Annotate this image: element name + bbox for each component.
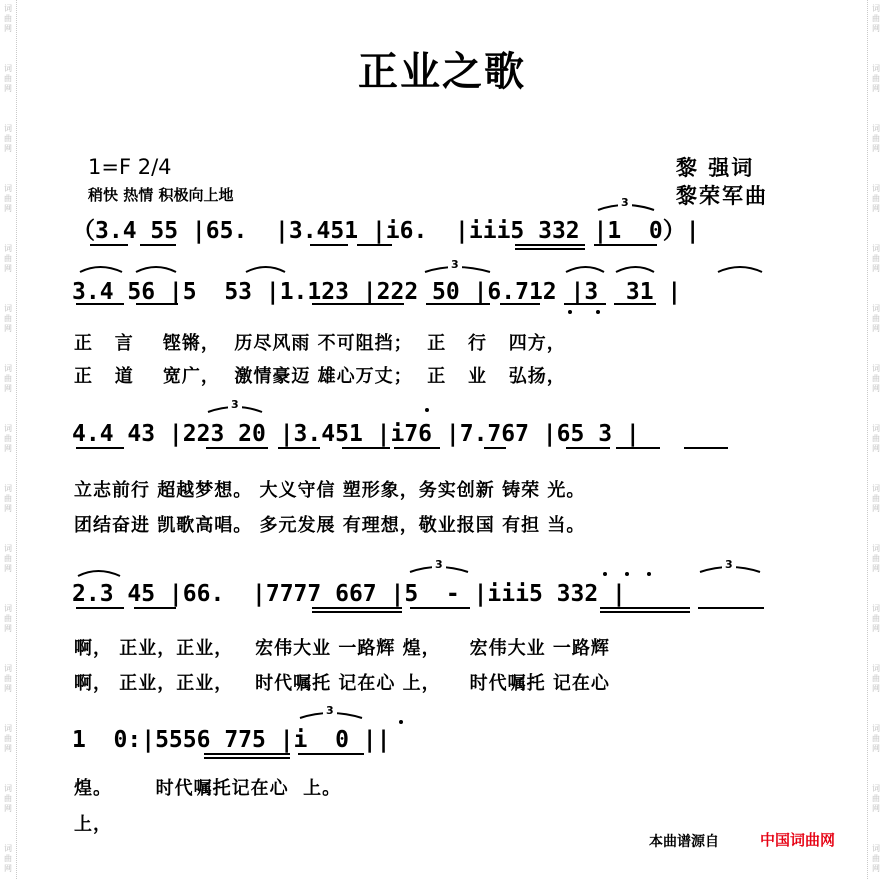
- source-brand-link[interactable]: 中国词曲网: [760, 831, 836, 849]
- watermark-text: 词 曲 网: [4, 124, 12, 153]
- watermark-text: 词 曲 网: [872, 424, 880, 453]
- notation-text: 4.4 43 |223 20 |3.451 |i76 |7.767 |65 3 |: [72, 421, 640, 447]
- lower-octave-dot: [568, 310, 572, 314]
- triplet-number: 3: [326, 704, 334, 717]
- lyric-line: 啊， 正业，正业， 时代嘱托 记在心 上， 时代嘱托 记在心: [74, 673, 610, 694]
- source-label: 本曲谱源自: [649, 834, 719, 850]
- slur: [566, 267, 604, 272]
- lyricist-credit: 黎 强词: [676, 156, 755, 180]
- watermark-text: 词 曲 网: [872, 784, 880, 813]
- key-signature: 1=F 2/4: [88, 155, 172, 179]
- watermark-text: 词 曲 网: [4, 664, 12, 693]
- watermark-text: 词 曲 网: [4, 484, 12, 513]
- watermark-text: 词 曲 网: [4, 184, 12, 213]
- lyric-line: 煌。 时代嘱托记在心 上。: [74, 778, 342, 799]
- notation-text: （3.4 55 |65. |3.451 |i6. |iii5 332 |1 0）|: [72, 218, 700, 244]
- triplet-number: 3: [725, 558, 733, 571]
- watermark-text: 词 曲 网: [4, 724, 12, 753]
- triplet-number: 3: [451, 258, 459, 271]
- upper-octave-dot: [647, 572, 651, 576]
- watermark-text: 词 曲 网: [872, 604, 880, 633]
- lyric-line: 上，: [74, 814, 112, 835]
- watermark-text: 词 曲 网: [872, 124, 880, 153]
- watermark-text: 词 曲 网: [872, 4, 880, 33]
- slur: [246, 267, 285, 272]
- watermark-text: 词 曲 网: [4, 784, 12, 813]
- watermark-text: 词 曲 网: [4, 844, 12, 873]
- watermark-text: 词 曲 网: [872, 244, 880, 273]
- watermark-text: 词 曲 网: [872, 184, 880, 213]
- watermark-text: 词 曲 网: [4, 424, 12, 453]
- watermark-text: 词 曲 网: [4, 544, 12, 573]
- lyric-line: 正 言 铿锵， 历尽风雨 不可阻挡； 正 行 四方，: [74, 333, 566, 354]
- tempo-marking: 稍快 热情 积极向上地: [88, 186, 234, 204]
- watermark-text: 词 曲 网: [872, 844, 880, 873]
- triplet-number: 3: [435, 558, 443, 571]
- slur: [80, 267, 122, 272]
- watermark-text: 词 曲 网: [872, 484, 880, 513]
- watermark-text: 词 曲 网: [4, 304, 12, 333]
- notation-text: 1 0:|5556 775 |i 0 ||: [72, 727, 391, 753]
- triplet-number: 3: [231, 398, 239, 411]
- lyric-line: 团结奋进 凯歌高唱。 多元发展 有理想，敬业报国 有担 当。: [74, 515, 586, 536]
- lyric-line: 立志前行 超越梦想。 大义守信 塑形象，务实创新 铸荣 光。: [74, 480, 586, 501]
- composer-credit: 黎荣军曲: [676, 184, 768, 208]
- watermark-text: 词 曲 网: [4, 604, 12, 633]
- watermark-text: 词 曲 网: [4, 64, 12, 93]
- watermark-text: 词 曲 网: [4, 4, 12, 33]
- watermark-text: 词 曲 网: [872, 724, 880, 753]
- slur: [718, 267, 762, 272]
- upper-octave-dot: [603, 572, 607, 576]
- watermark-text: 词 曲 网: [4, 244, 12, 273]
- lyric-line: 正 道 宽广， 激情豪迈 雄心万丈； 正 业 弘扬，: [74, 366, 566, 387]
- notation-text: 3.4 56 |5 53 |1.123 |222 50 |6.712 |3 31 |: [72, 279, 682, 305]
- upper-octave-dot: [625, 572, 629, 576]
- watermark-text: 词 曲 网: [872, 304, 880, 333]
- song-title: 正业之歌: [358, 49, 526, 95]
- watermark-text: 词 曲 网: [872, 364, 880, 393]
- watermark-text: 词 曲 网: [872, 64, 880, 93]
- triplet-number: 3: [621, 196, 629, 209]
- watermark-text: 词 曲 网: [872, 544, 880, 573]
- lyric-line: 啊， 正业，正业， 宏伟大业 一路辉 煌， 宏伟大业 一路辉: [74, 638, 610, 659]
- lower-octave-dot: [596, 310, 600, 314]
- watermark-text: 词 曲 网: [4, 364, 12, 393]
- upper-octave-dot: [425, 408, 429, 412]
- upper-octave-dot: [399, 720, 403, 724]
- watermark-text: 词 曲 网: [872, 664, 880, 693]
- notation-text: 2.3 45 |66. |7777 667 |5 - |iii5 332 |: [72, 581, 626, 607]
- slur: [78, 571, 120, 576]
- slur: [616, 267, 654, 272]
- slur: [136, 267, 176, 272]
